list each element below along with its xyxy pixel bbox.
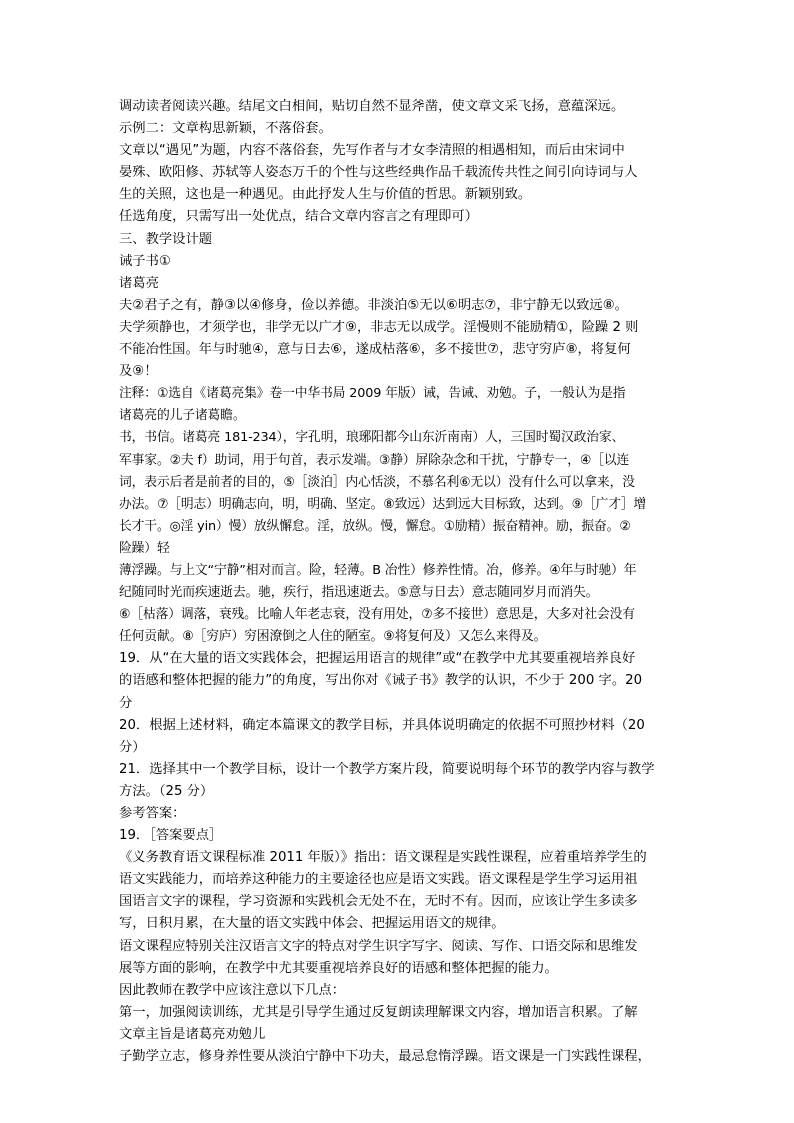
text-line: 的语感和整体把握的能力”的角度，写出你对《诫子书》教学的认识，不少于 200 字。20 xyxy=(119,673,643,689)
text-line: 注释：①选自《诸葛亮集》卷一中华书局 2009 年版）诫，告诫、劝勉。子，一般认为是指 xyxy=(119,386,626,402)
text-line: 示例二：文章构思新颖，不落俗套。 xyxy=(119,121,332,137)
text-line: 办法。⑦［明志）明确志向，明，明确、坚定。⑧致远）达到远大目标致，达到。⑨［广才］增 xyxy=(119,496,647,512)
text-line: 险躁）轻 xyxy=(119,540,170,556)
text-line: 写，日积月累，在大量的语文实践中体会、把握运用语文的规律。 xyxy=(119,916,505,932)
text-line: 长才干。◎淫 yin）慢）放纵懈怠。淫，放纵。慢，懈怠。①励精）振奋精神。励，振奋。② xyxy=(119,518,631,534)
text-line: 诫子书① xyxy=(119,253,171,269)
text-line: 19．从“在大量的语文实践体会，把握运用语言的规律”或“在教学中尤其要重视培养良好 xyxy=(119,651,636,667)
text-line: 纪随同时光而疾速逝去。驰，疾行，指迅速逝去。⑤意与日去）意志随同岁月而消失。 xyxy=(119,585,599,601)
text-line: 19．［答案要点］ xyxy=(119,828,223,844)
text-line: 任何贡献。⑧［穷庐）穷困潦倒之人住的陋室。⑨将复何及）又怎么来得及。 xyxy=(119,629,547,645)
text-line: 21．选择其中一个教学目标，设计一个教学方案片段，简要说明每个环节的教学内容与教学 xyxy=(119,761,655,777)
text-line: 文章主旨是诸葛亮劝勉儿 xyxy=(119,1026,266,1042)
text-line: 生的关照，这也是一种遇见。由此抒发人生与价值的哲思。新颖别致。 xyxy=(119,187,532,203)
text-line: 词，表示后者是前者的目的，⑤［淡泊］内心恬淡，不慕名利⑥无以）没有什么可以拿来，没 xyxy=(119,474,635,490)
text-line: 夫学须静也，才须学也，非学无以广才⑨，非志无以成学。淫慢则不能励精①，险躁 2 则 xyxy=(119,319,639,335)
text-line: 书，书信。诸葛亮 181-234），字孔明，琅琊阳都今山东沂南南）人，三国时蜀汉政治家、 xyxy=(119,430,625,446)
text-line: 语文实践能力，而培养这种能力的主要途径也应是语文实践。语文课程是学生学习运用祖 xyxy=(119,872,638,888)
text-line: 《义务教育语文课程标准 2011 年版）》指出：语文课程是实践性课程，应着重培养学生的 xyxy=(119,850,647,866)
text-line: 及⑨！ xyxy=(119,364,158,380)
text-line: 展等方面的影响，在教学中尤其要重视培养良好的语感和整体把握的能力。 xyxy=(119,960,558,976)
text-line: 薄浮躁。与上文“宁静”相对而言。险，轻薄。B 冶性）修养性情。冶，修养。④年与时驰）年 xyxy=(119,562,637,578)
text-line: 分 xyxy=(119,695,133,711)
text-line: ⑥［枯落）调落，衰残。比喻人年老志衰，没有用处，⑦多不接世）意思是，大多对社会没有 xyxy=(119,607,635,623)
text-line: 任选角度，只需写出一处优点，结合文章内容言之有理即可） xyxy=(119,209,479,225)
text-line: 方法。（25 分） xyxy=(119,783,214,799)
text-line: 文章以“遇见”为题，内容不落俗套，先写作者与才女李清照的相遇相知，而后由宋词中 xyxy=(119,143,625,159)
text-line: 调动读者阅读兴趣。结尾文白相间，贴切自然不显斧凿，使文章文采飞扬，意蕴深远。 xyxy=(119,99,625,114)
text-line: 三、教学设计题 xyxy=(119,231,213,247)
text-line: 晏殊、欧阳修、苏轼等人姿态万千的个性与这些经典作品千载流传共性之间引向诗词与人 xyxy=(119,165,638,181)
text-line: 国语言文字的课程，学习资源和实践机会无处不在，无时不有。因而，应该让学生多读多 xyxy=(119,894,638,910)
text-line: 军事家。②夫 f）助词，用于句首，表示发端。③静）屏除杂念和干扰，宁静专一，④［以连 xyxy=(119,452,630,468)
text-line: 不能冶性国。年与时驰④，意与日去⑥，遂成枯落⑥，多不接世⑦，悲守穷庐⑧，将复何 xyxy=(119,342,631,358)
text-line: 分） xyxy=(119,739,146,755)
text-line: 因此教师在教学中应该注意以下几点： xyxy=(119,982,346,998)
text-line: 参考答案： xyxy=(119,806,186,821)
text-line: 诸葛亮的儿子诸葛瞻。 xyxy=(119,408,246,424)
text-line: 语文课程应特别关注汉语言文字的特点对学生识字写字、阅读、写作、口语交际和思维发 xyxy=(119,938,638,954)
text-line: 夫②君子之有，静③以④修身，俭以养德。非淡泊⑤无以⑥明志⑦，非宁静无以致远⑧。 xyxy=(119,297,628,313)
text-line: 诸葛亮 xyxy=(119,275,159,291)
text-line: 子勤学立志，修身养性要从淡泊宁静中下功夫，最忌怠惰浮躁。语文课是一门实践性课程， xyxy=(119,1049,651,1065)
text-line: 第一，加强阅读训练，尤其是引导学生通过反复朗读理解课文内容，增加语言积累。了解 xyxy=(119,1004,638,1020)
document-body xyxy=(119,96,684,1068)
text-line: 20．根据上述材料，确定本篇课文的教学目标，并具体说明确定的依据不可照抄材料（20 xyxy=(119,717,645,733)
